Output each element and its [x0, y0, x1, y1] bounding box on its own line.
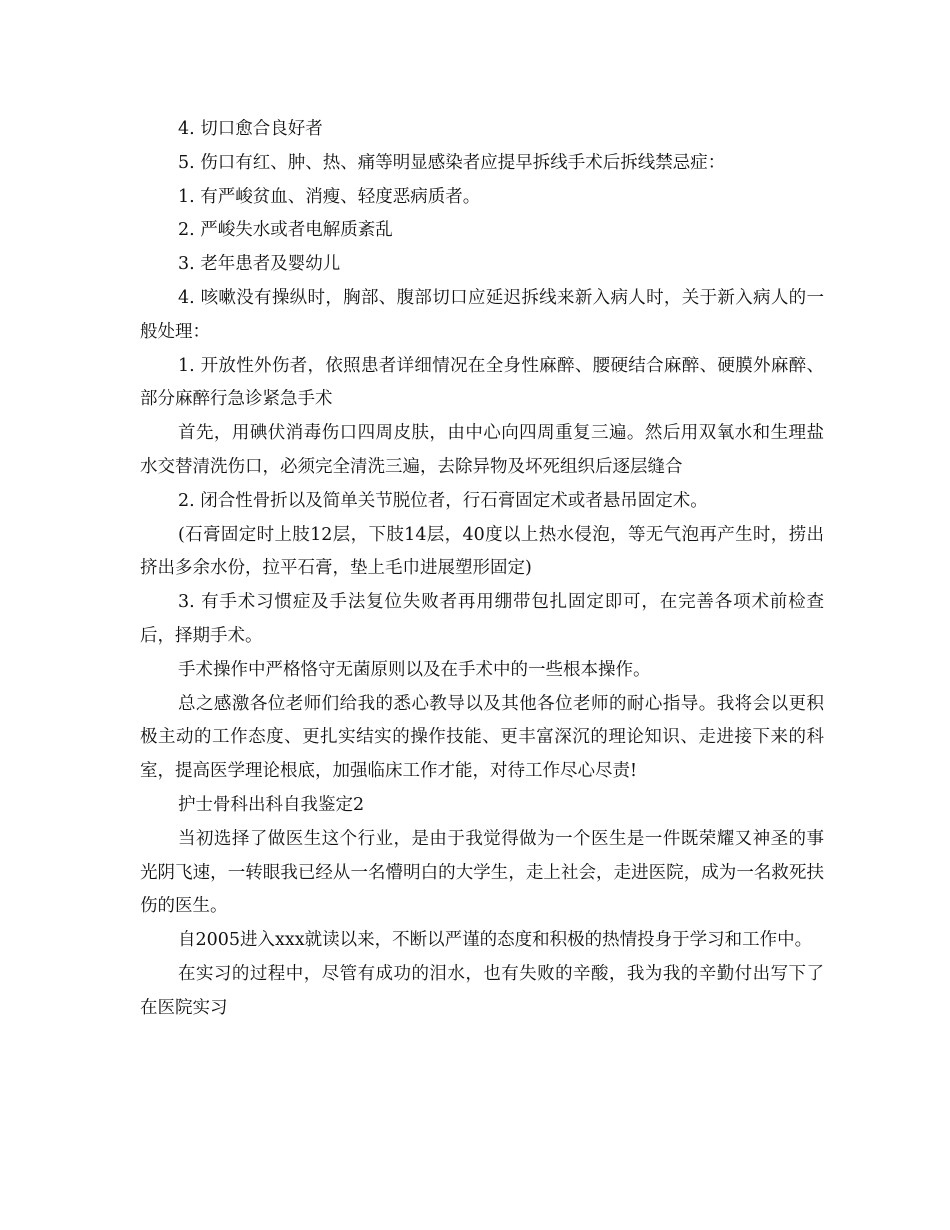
paragraph-gratitude: 总之感激各位老师们给我的悉心教导以及其他各位老师的耐心指导。我将会以更积极主动的工作态度、更扎实结实的操作技能、更丰富深沉的理论知识、走进接下来的科室，提高医学理论根底，加强临床工作才能，对待工作尽心尽责! [140, 693, 824, 782]
paragraph-item-4-wound-healed: 4. 切口愈合良好者 [178, 119, 323, 139]
paragraph-plaster-fixation: (石膏固定时上肢12层，下肢14层，40度以上热水侵泡，等无气泡再产生时，捞出挤出多余水份，拉平石膏，垫上毛巾进展塑形固定) [140, 524, 824, 579]
paragraph-item-5-infection-contraindications: 5. 伤口有红、肿、热、痛等明显感染者应提早拆线手术后拆线禁忌症： [178, 152, 726, 173]
paragraph-item-3-surgery: 3. 有手术习惯症及手法复位失败者再用绷带包扎固定即可，在完善各项术前检查后，择期手术。 [140, 592, 824, 646]
paragraph-item-4-cough-new-patients: 4. 咳嗽没有操纵时，胸部、腹部切口应延迟拆线来新入病人时，关于新入病人的一般处理： [140, 287, 824, 342]
paragraph-wound-cleaning: 首先，用碘伏消毒伤口四周皮肤，由中心向四周重复三遍。然后用双氧水和生理盐水交替清洗伤口，必须完全清洗三遍，去除异物及坏死组织后逐层缝合 [140, 423, 824, 477]
section-title: 护士骨科出科自我鉴定2 [178, 794, 365, 815]
paragraph-study-since-2005: 自2005进入xxx就读以来，不断以严谨的态度和积极的热情投身于学习和工作中。 [178, 930, 813, 951]
paragraph-item-1-open-trauma: 1. 开放性外伤者，依照患者详细情况在全身性麻醉、腰硬结合麻醉、硬膜外麻醉、部分麻醉行急诊紧急手术 [140, 355, 824, 410]
paragraph-item-1-anemia: 1. 有严峻贫血、消瘦、轻度恶病质者。 [178, 186, 481, 207]
paragraph-career-choice: 当初选择了做医生这个行业，是由于我觉得做为一个医生是一件既荣耀又神圣的事光阴飞速，一转眼我已经从一名懵明白的大学生，走上社会，走进医院，成为一名救死扶伤的医生。 [140, 828, 824, 917]
paragraph-aseptic-principle: 手术操作中严格恪守无菌原则以及在手术中的一些根本操作。 [178, 659, 651, 680]
paragraph-item-2-closed-fracture: 2. 闭合性骨折以及简单关节脱位者，行石膏固定术或者悬吊固定术。 [178, 490, 708, 511]
paragraph-item-3-elderly-infants: 3. 老年患者及婴幼儿 [178, 254, 341, 275]
paragraph-internship: 在实习的过程中，尽管有成功的泪水，也有失败的辛酸，我为我的辛勤付出写下了在医院实习 [140, 963, 824, 1018]
paragraph-item-2-dehydration: 2. 严峻失水或者电解质紊乱 [178, 220, 393, 241]
document-body [140, 113, 824, 1026]
